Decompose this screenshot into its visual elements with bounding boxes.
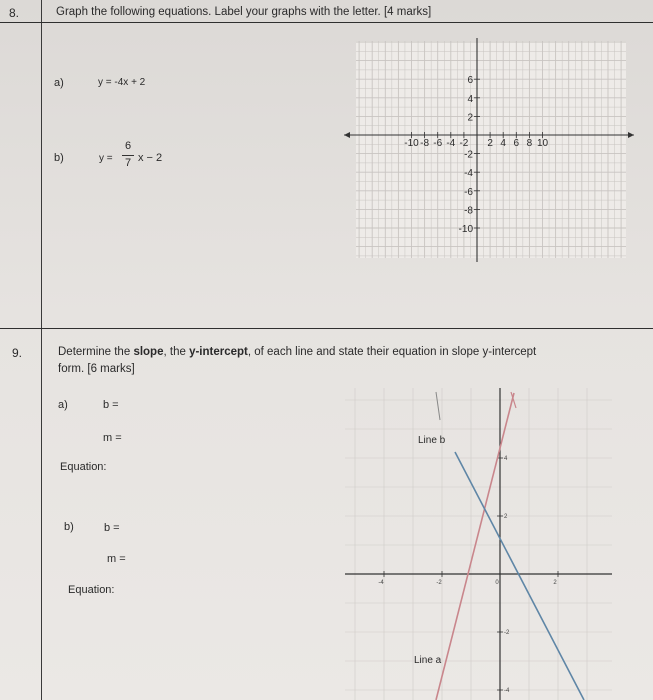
q9-y-tick-label: -4 <box>504 688 510 694</box>
question-8-title: Graph the following equations. Label your graphs with the letter. [4 marks] <box>56 6 432 18</box>
q8-x-tick-label: 2 <box>487 138 493 149</box>
q8-b-fraction-numerator: 6 <box>125 140 132 152</box>
question-9-prompt-line2: form. [6 marks] <box>58 363 135 375</box>
question-9-number: 9. <box>12 346 23 360</box>
q9-x-tick-label: 0 <box>495 580 499 586</box>
q8-x-tick-label: -2 <box>459 138 469 149</box>
q8-a-equation: y = -4x + 2 <box>98 77 146 88</box>
q9-b-label: b) <box>64 521 74 533</box>
q8-x-tick-label: 6 <box>513 138 520 149</box>
q9-prompt-mid: , the <box>163 346 190 358</box>
q9-b-b: b = <box>104 522 120 534</box>
q8-y-tick-label: -6 <box>464 186 473 198</box>
q9-prompt-pre: Determine the <box>58 346 134 358</box>
q8-b-eq-suffix: x − 2 <box>138 152 163 164</box>
q9-prompt-post: , of each line and state their equation in slope y-intercept <box>247 346 537 358</box>
q8-y-tick-label: -4 <box>464 168 473 180</box>
q8-b-fraction-denominator: 7 <box>125 157 132 169</box>
q8-y-tick-label: 2 <box>467 112 473 124</box>
q8-y-tick-label: -8 <box>464 205 473 217</box>
q8-a-label: a) <box>54 77 64 89</box>
q9-a-label: a) <box>58 399 68 411</box>
q9-a-m: m = <box>103 432 122 444</box>
q9-prompt-slope: slope <box>133 346 164 358</box>
q8-y-tick-label: -10 <box>458 224 473 235</box>
q8-x-tick-label: 10 <box>536 138 549 149</box>
q8-x-tick-label: 4 <box>500 138 506 149</box>
q9-y-tick-label: 2 <box>504 514 508 520</box>
q9-line-b-arrow-mark <box>436 392 440 420</box>
q9-a-equation: Equation: <box>60 461 107 473</box>
q9-y-tick-label: -2 <box>504 630 510 636</box>
q8-x-tick-label: 8 <box>526 138 533 149</box>
q9-line-b-label: Line b <box>418 435 446 446</box>
q9-line-b <box>455 452 584 700</box>
q8-y-tick-label: 6 <box>467 75 473 87</box>
q8-b-eq-prefix: y = <box>99 153 113 164</box>
q9-b-m: m = <box>107 553 126 565</box>
q9-line-a-label: Line a <box>414 655 442 666</box>
q8-b-label: b) <box>54 152 64 164</box>
q9-a-b: b = <box>103 399 119 411</box>
q9-line-a <box>436 393 514 700</box>
q9-y-tick-label: 4 <box>504 456 508 462</box>
q9-b-equation: Equation: <box>68 584 115 596</box>
q8-x-tick-label: -10 <box>404 138 419 149</box>
q9-x-tick-label: 2 <box>553 580 557 586</box>
q8-x-tick-label: -4 <box>446 138 456 149</box>
q9-x-tick-label: -2 <box>436 580 442 586</box>
q9-x-tick-label: -4 <box>378 580 384 586</box>
q9-prompt-intercept: y-intercept <box>189 346 248 358</box>
q8-x-tick-label: -8 <box>420 138 430 149</box>
question-8-number: 8. <box>9 6 20 20</box>
q8-y-tick-label: -2 <box>464 149 473 161</box>
q8-x-tick-label: -6 <box>433 138 443 149</box>
q8-y-tick-label: 4 <box>467 93 473 105</box>
